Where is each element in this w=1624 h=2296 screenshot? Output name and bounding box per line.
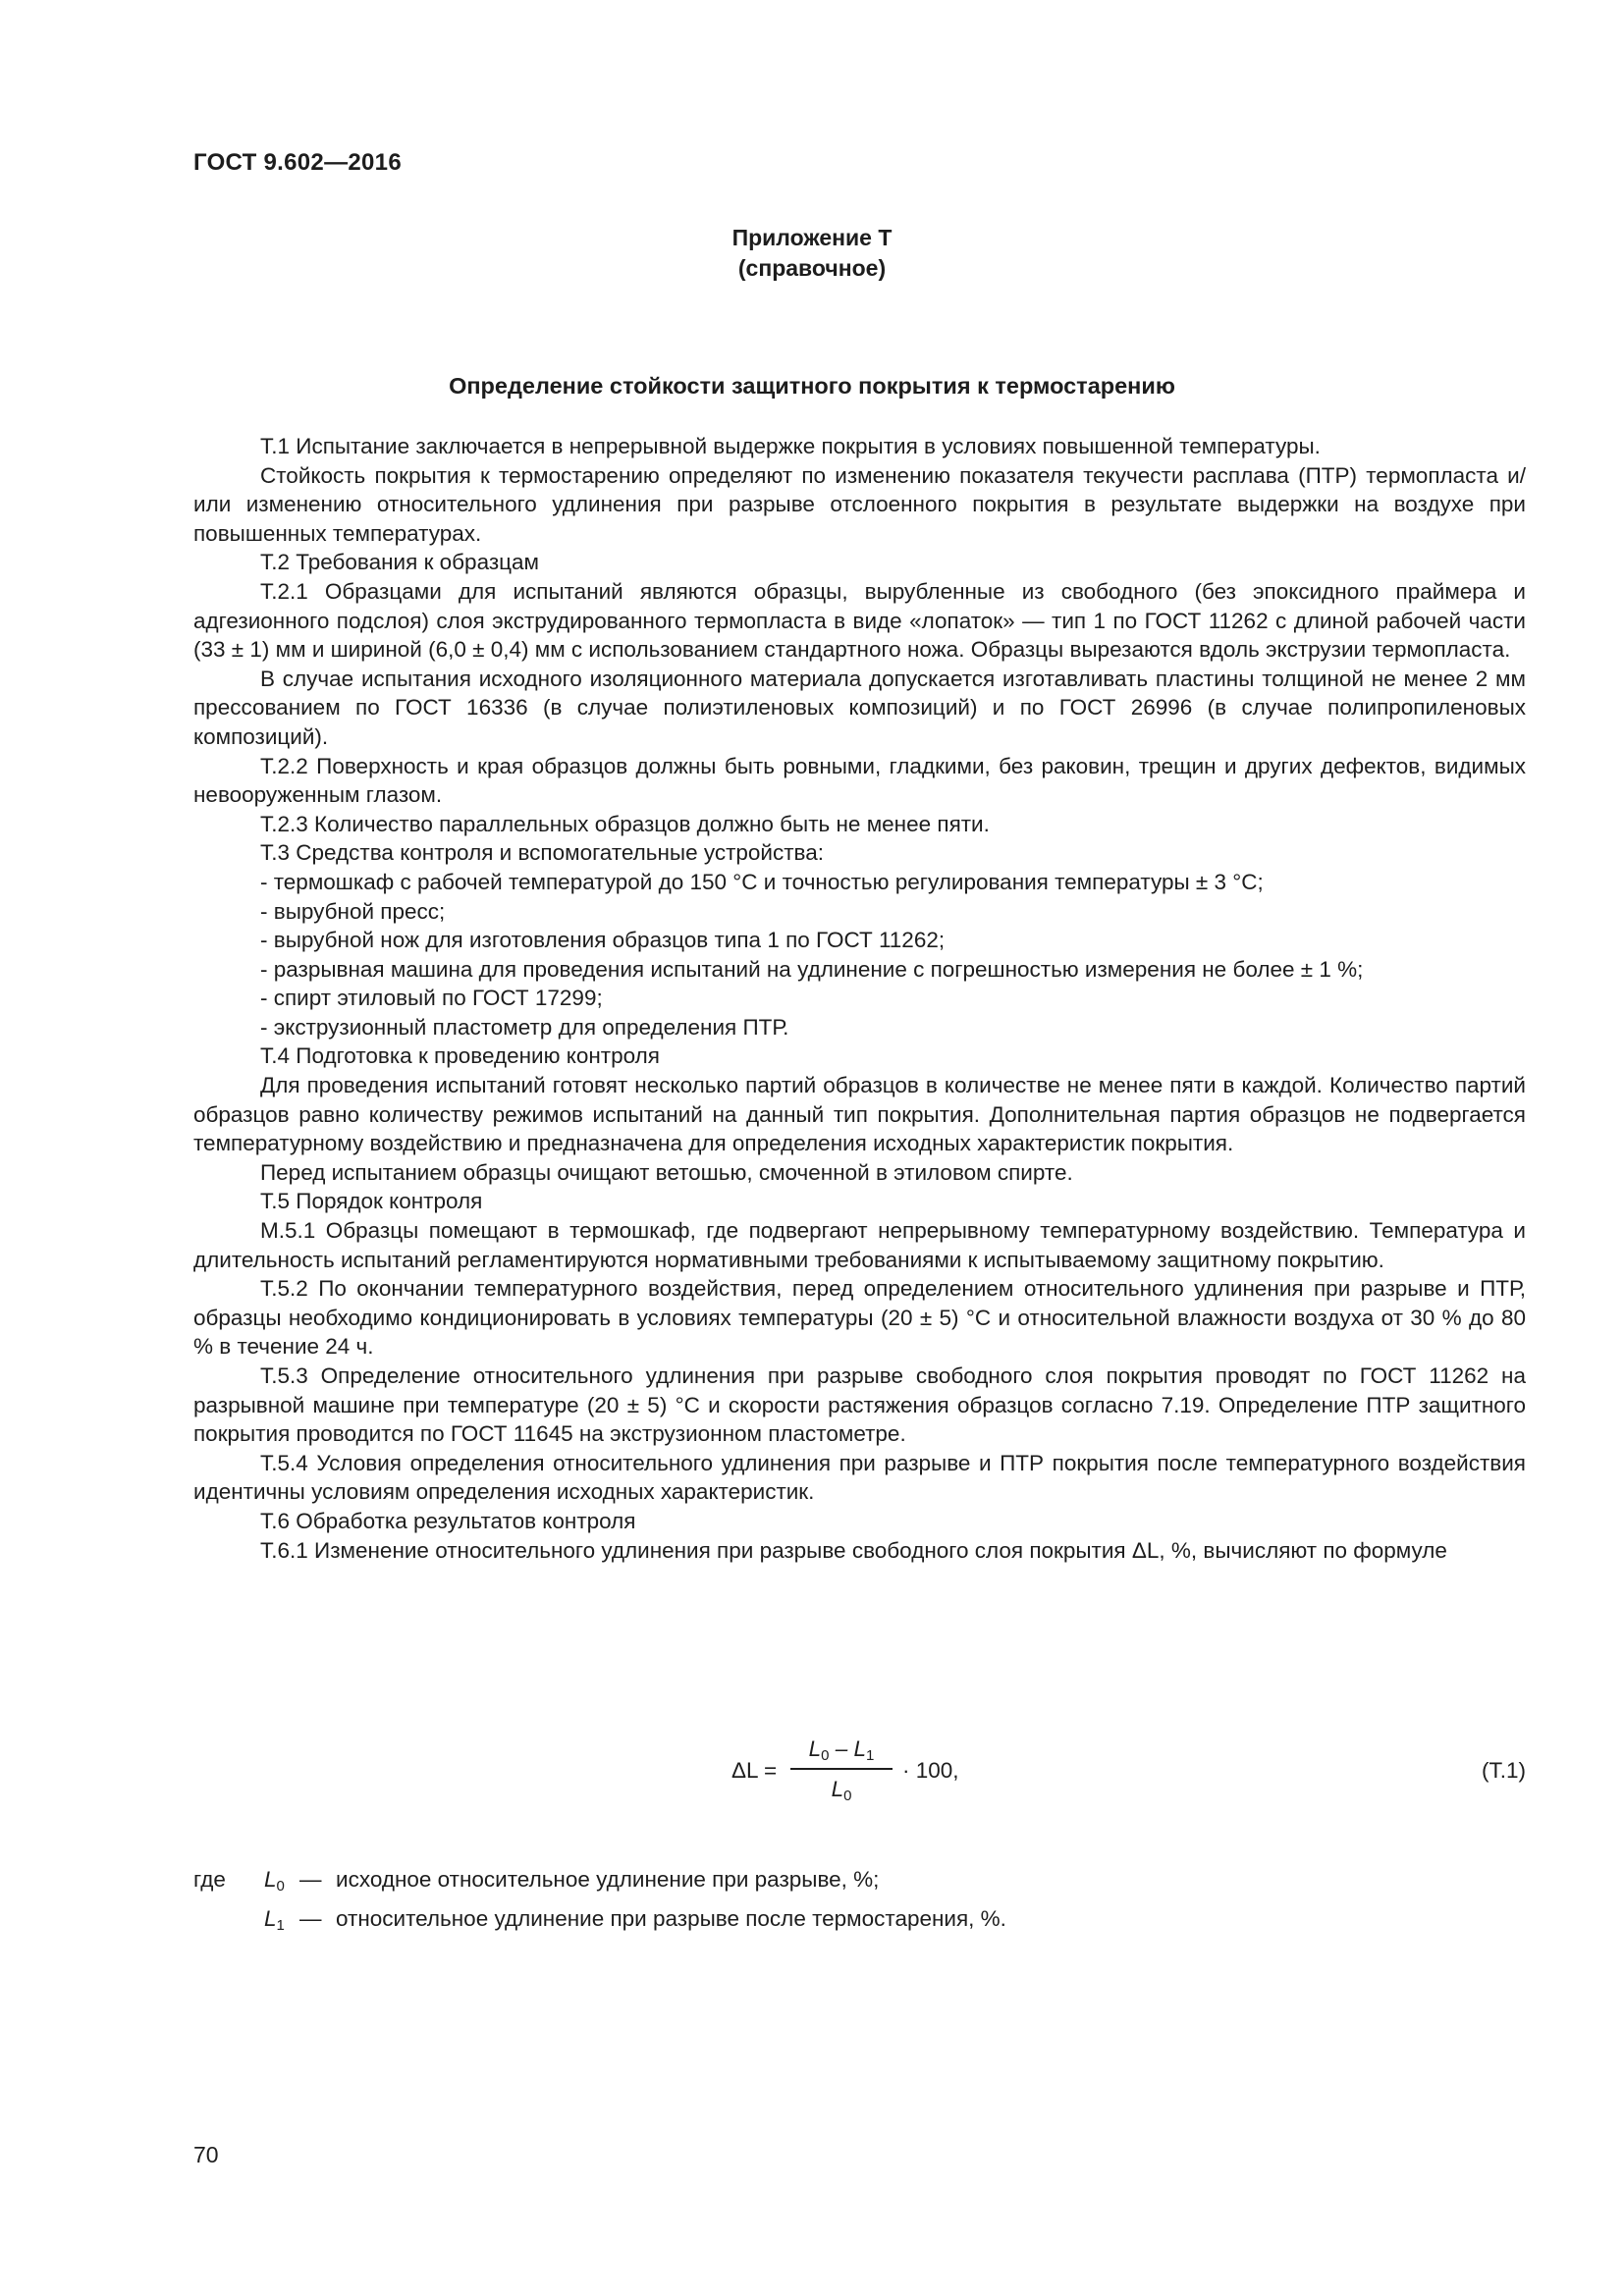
appendix-title: Приложение Т [731,225,893,250]
formula-fraction [790,1733,893,1805]
list-item: - термошкаф с рабочей температурой до 150 °С и точностью регулирования температуры ± 3 °С; [260,869,1264,894]
variable-symbol: $L_1$ [264,1906,285,1934]
formula [731,1733,1183,1811]
list-item: - вырубной пресс; [260,898,446,924]
paragraph: Т.5.4 Условия определения относительного удлинения при разрыве и ПТР покрытия после температурного воздействия идентичны условиям определения исходных характеристик. [193,1450,1526,1505]
section-title: Определение стойкости защитного покрытия к термостарению [449,373,1175,399]
paragraph: Т.2.2 Поверхность и края образцов должны быть ровными, гладкими, без раковин, трещин и других дефектов, видимых невооруженным глазом. [193,753,1526,808]
page-number: 70 [193,2142,219,2167]
formula-numerator: $L_0 - L_1$ [808,1736,875,1764]
document-id-header: ГОСТ 9.602—2016 [193,149,402,176]
variable-symbol: $L_0$ [264,1867,285,1895]
where-lead: где [193,1867,226,1892]
paragraph: Т.6.1 Изменение относительного удлинения при разрыве свободного слоя покрытия ΔL, %, вычисляют по формуле [260,1537,1447,1563]
fraction-bar [790,1768,893,1770]
list-item: - разрывная машина для проведения испытаний на удлинение с погрешностью измерения не более ± 1 %; [260,956,1364,982]
list-item: - экструзионный пластометр для определения ПТР. [260,1014,789,1040]
formula-number: (Т.1) [1482,1758,1526,1783]
formula-lhs: ΔL = [731,1758,778,1783]
paragraph: Т.6 Обработка результатов контроля [260,1508,636,1533]
list-item: - вырубной нож для изготовления образцов типа 1 по ГОСТ 11262; [260,928,946,953]
paragraph: Т.5.2 По окончании температурного воздействия, перед определением относительного удлинения при разрыве и ПТР, образцы необходимо кондиционировать в условиях температуры (20 ± 5) °С и относительной влажности воздуха от 30 % до 80 % в течение 24 ч. [193,1276,1526,1360]
body-text [193,432,1526,1565]
paragraph: Т.2.1 Образцами для испытаний являются образцы, вырубленные из свободного (без эпоксидного праймера и адгезионного подслоя) слоя экструдированного термопласта в виде «лопаток» — тип 1 по ГОСТ 11262 с длиной рабочей части (33 ± 1) мм и шириной (6,0 ± 0,4) мм с использованием стандартного ножа. Образцы вырезаются вдоль экструзии термопласта. [193,578,1526,663]
formula-row [193,1733,1526,1811]
paragraph: Т.1 Испытание заключается в непрерывной выдержке покрытия в условиях повышенной температуры. [260,434,1321,458]
paragraph: Перед испытанием образцы очищают ветошью, смоченной в этиловом спирте. [260,1159,1073,1185]
paragraph: Т.4 Подготовка к проведению контроля [260,1043,660,1069]
variable-definition: исходное относительное удлинение при разрыве, %; [336,1867,880,1892]
appendix-subtitle: (справочное) [737,255,887,281]
where-dash: — [299,1867,322,1892]
paragraph: Т.2.3 Количество параллельных образцов должно быть не менее пяти. [260,811,990,836]
formula-denominator: $L_0$ [831,1777,852,1804]
list-item: - спирт этиловый по ГОСТ 17299; [260,986,603,1011]
paragraph: В случае испытания исходного изоляционного материала допускается изготавливать пластины толщиной не менее 2 мм прессованием по ГОСТ 16336 (в случае полиэтиленовых композиций) и по ГОСТ 26996 (в случае полипропиленовых композиций). [193,666,1526,749]
paragraph: Т.5.3 Определение относительного удлинения при разрыве свободного слоя покрытия проводят по ГОСТ 11262 на разрывной машине при температуре (20 ± 5) °С и скорости растяжения образцов согласно 7.19. Определение ПТР защитного покрытия проводится по ГОСТ 11645 на экструзионном пластометре. [193,1363,1526,1447]
paragraph: М.5.1 Образцы помещают в термошкаф, где подвергают непрерывному температурному воздействию. Температура и длительность испытаний регламентируются нормативными требованиями к испытываемому защитному покрытию. [193,1218,1526,1272]
formula-rhs: · 100, [902,1758,959,1783]
paragraph: Для проведения испытаний готовят несколько партий образцов в количестве не менее пяти в каждой. Количество партий образцов равно количеству режимов испытаний на данный тип покрытия. Дополнительная партия образцов не подвергается температурному воздействию и предназначена для определения исходных характеристик покрытия. [193,1073,1526,1156]
paragraph: Стойкость покрытия к термостарению определяют по изменению показателя текучести расплава (ПТР) термопласта и/или изменению относительного удлинения при разрыве отслоенного покрытия в результате выдержки на воздухе при повышенных температурах. [193,462,1526,546]
appendix-heading [0,223,1624,284]
paragraph: Т.5 Порядок контроля [260,1189,483,1214]
variable-definition: относительное удлинение при разрыве после термостарения, %. [336,1906,1006,1931]
paragraph: Т.3 Средства контроля и вспомогательные устройства: [260,840,825,866]
where-dash: — [299,1906,322,1931]
paragraph: Т.2 Требования к образцам [260,550,540,575]
